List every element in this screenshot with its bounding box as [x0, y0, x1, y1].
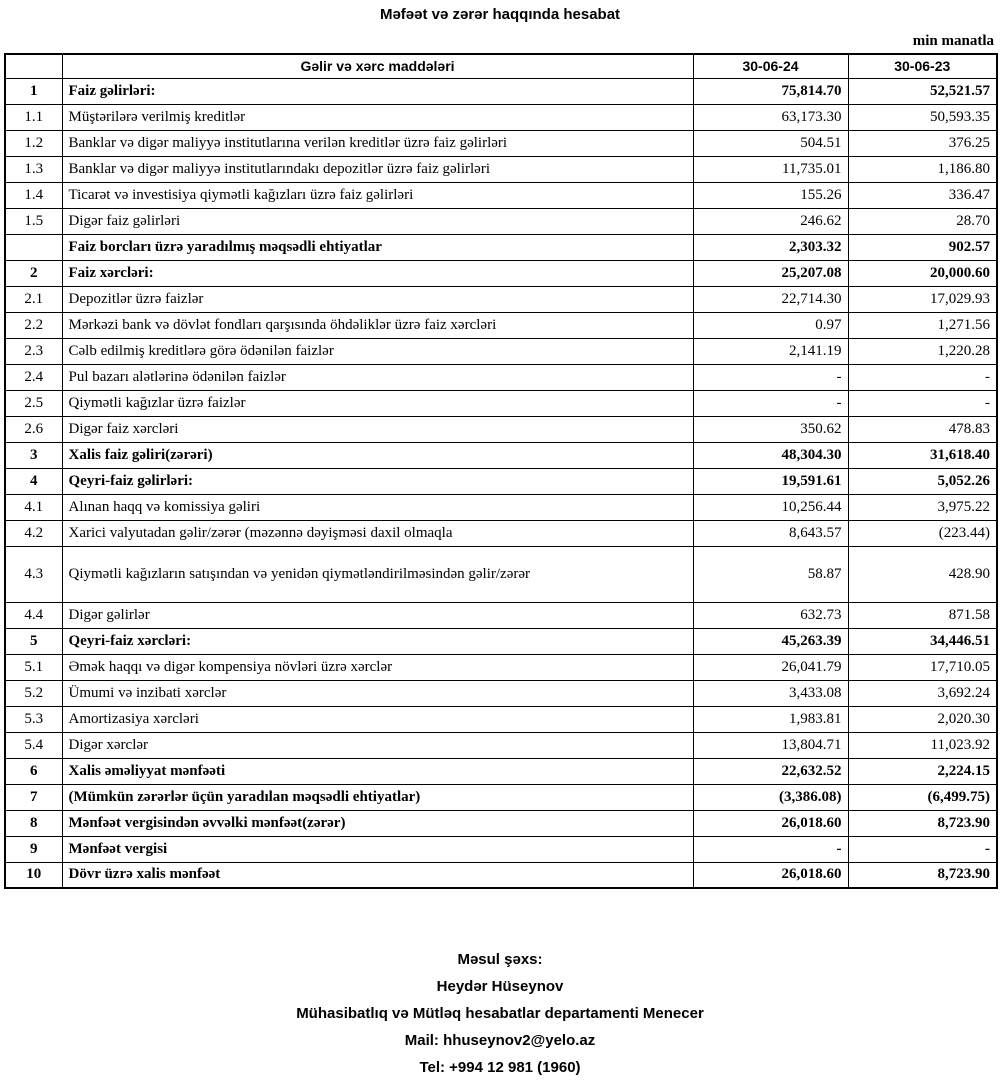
- row-label-cell: Qiymətli kağızlar üzrə faizlər: [62, 390, 693, 416]
- value-cell-30-06-24: 3,433.08: [693, 680, 848, 706]
- row-number-cell: 2.3: [5, 338, 62, 364]
- value-cell-30-06-23: 11,023.92: [848, 732, 997, 758]
- signature-line: Tel: +994 12 981 (1960): [419, 1059, 581, 1076]
- table-row: [5, 836, 997, 862]
- value-cell-30-06-24: 2,303.32: [693, 234, 848, 260]
- value-cell-30-06-23: (223.44): [848, 520, 997, 546]
- value-cell-30-06-23: -: [848, 390, 997, 416]
- value-cell-30-06-23: 8,723.90: [848, 862, 997, 888]
- value-cell-30-06-24: 26,018.60: [693, 862, 848, 888]
- row-label-cell: Faiz gəlirləri:: [62, 78, 693, 104]
- row-label-cell: Digər faiz xərcləri: [62, 416, 693, 442]
- value-cell-30-06-24: 75,814.70: [693, 78, 848, 104]
- table-row: [5, 208, 997, 234]
- signature-line: Mühasibatlıq və Mütləq hesabatlar departamenti Menecer: [296, 1005, 704, 1022]
- value-cell-30-06-23: 902.57: [848, 234, 997, 260]
- row-number-cell: 1.4: [5, 182, 62, 208]
- value-cell-30-06-24: 11,735.01: [693, 156, 848, 182]
- value-cell-30-06-23: 8,723.90: [848, 810, 997, 836]
- row-number-cell: 3: [5, 442, 62, 468]
- row-number-cell: 5.4: [5, 732, 62, 758]
- row-label-cell: Depozitlər üzrə faizlər: [62, 286, 693, 312]
- row-number-cell: 4.3: [5, 546, 62, 602]
- value-cell-30-06-24: 25,207.08: [693, 260, 848, 286]
- row-number-cell: 1.1: [5, 104, 62, 130]
- row-label-cell: Qiymətli kağızların satışından və yenidən qiymətləndirilməsindən gəlir/zərər: [62, 546, 693, 602]
- row-label-cell: Digər faiz gəlirləri: [62, 208, 693, 234]
- row-number-cell: 2.6: [5, 416, 62, 442]
- row-label-cell: Faiz xərcləri:: [62, 260, 693, 286]
- row-label-cell: (Mümkün zərərlər üçün yaradılan məqsədli ehtiyatlar): [62, 784, 693, 810]
- row-label-cell: Alınan haqq və komissiya gəliri: [62, 494, 693, 520]
- row-label-cell: Faiz borcları üzrə yaradılmış məqsədli ehtiyatlar: [62, 234, 693, 260]
- row-number-cell: 1.5: [5, 208, 62, 234]
- value-cell-30-06-24: 26,041.79: [693, 654, 848, 680]
- row-label-cell: Xalis faiz gəliri(zərəri): [62, 442, 693, 468]
- value-cell-30-06-24: 350.62: [693, 416, 848, 442]
- table-row: [5, 468, 997, 494]
- row-number-cell: 2.1: [5, 286, 62, 312]
- row-label-cell: Banklar və digər maliyyə institutlarına verilən kreditlər üzrə faiz gəlirləri: [62, 130, 693, 156]
- value-cell-30-06-23: 2,224.15: [848, 758, 997, 784]
- row-number-cell: 4: [5, 468, 62, 494]
- table-row: [5, 546, 997, 602]
- row-number-cell: 4.1: [5, 494, 62, 520]
- table-header-row: [5, 54, 997, 78]
- row-number-cell: 1.2: [5, 130, 62, 156]
- value-cell-30-06-23: 1,220.28: [848, 338, 997, 364]
- value-cell-30-06-24: 22,714.30: [693, 286, 848, 312]
- row-label-cell: Xalis əməliyyat mənfəəti: [62, 758, 693, 784]
- value-cell-30-06-23: 336.47: [848, 182, 997, 208]
- table-row: [5, 182, 997, 208]
- table-row: [5, 260, 997, 286]
- page-title: Məfəət və zərər haqqında hesabat: [379, 6, 621, 23]
- row-label-cell: Digər xərclər: [62, 732, 693, 758]
- table-row: [5, 680, 997, 706]
- table-row: [5, 784, 997, 810]
- value-cell-30-06-23: 20,000.60: [848, 260, 997, 286]
- table-row: [5, 364, 997, 390]
- row-label-cell: Qeyri-faiz xərcləri:: [62, 628, 693, 654]
- table-row: [5, 706, 997, 732]
- row-label-cell: Cəlb edilmiş kreditlərə görə ödənilən faizlər: [62, 338, 693, 364]
- table-body: [5, 78, 997, 888]
- signature-block: [4, 946, 996, 1081]
- table-row: [5, 442, 997, 468]
- value-cell-30-06-23: 376.25: [848, 130, 997, 156]
- value-cell-30-06-24: -: [693, 390, 848, 416]
- table-row: [5, 156, 997, 182]
- signature-line: Heydər Hüseynov: [436, 978, 564, 995]
- row-number-cell: 4.2: [5, 520, 62, 546]
- value-cell-30-06-23: -: [848, 364, 997, 390]
- value-cell-30-06-23: 28.70: [848, 208, 997, 234]
- row-number-cell: 1: [5, 78, 62, 104]
- table-row: [5, 104, 997, 130]
- value-cell-30-06-23: 478.83: [848, 416, 997, 442]
- table-row: [5, 732, 997, 758]
- header-label-cell: Gəlir və xərc maddələri: [62, 54, 693, 78]
- value-cell-30-06-24: 8,643.57: [693, 520, 848, 546]
- row-label-cell: Ticarət və investisiya qiymətli kağızları üzrə faiz gəlirləri: [62, 182, 693, 208]
- table-row: [5, 520, 997, 546]
- value-cell-30-06-24: 22,632.52: [693, 758, 848, 784]
- row-label-cell: Mərkəzi bank və dövlət fondları qarşısında öhdəliklər üzrə faiz xərcləri: [62, 312, 693, 338]
- value-cell-30-06-23: 3,692.24: [848, 680, 997, 706]
- table-row: [5, 234, 997, 260]
- row-number-cell: [5, 234, 62, 260]
- value-cell-30-06-23: 1,186.80: [848, 156, 997, 182]
- value-cell-30-06-23: 428.90: [848, 546, 997, 602]
- row-number-cell: 2: [5, 260, 62, 286]
- table-row: [5, 494, 997, 520]
- row-label-cell: Mənfəət vergisi: [62, 836, 693, 862]
- value-cell-30-06-24: 19,591.61: [693, 468, 848, 494]
- row-label-cell: Xarici valyutadan gəlir/zərər (məzənnə dəyişməsi daxil olmaqla: [62, 520, 693, 546]
- value-cell-30-06-24: -: [693, 836, 848, 862]
- value-cell-30-06-24: 2,141.19: [693, 338, 848, 364]
- value-cell-30-06-23: 5,052.26: [848, 468, 997, 494]
- signature-line: Mail: hhuseynov2@yelo.az: [404, 1032, 596, 1049]
- value-cell-30-06-24: 45,263.39: [693, 628, 848, 654]
- row-number-cell: 5: [5, 628, 62, 654]
- value-cell-30-06-23: 2,020.30: [848, 706, 997, 732]
- row-number-cell: 2.5: [5, 390, 62, 416]
- value-cell-30-06-24: 63,173.30: [693, 104, 848, 130]
- value-cell-30-06-23: 17,029.93: [848, 286, 997, 312]
- value-cell-30-06-24: 58.87: [693, 546, 848, 602]
- row-label-cell: Pul bazarı alətlərinə ödənilən faizlər: [62, 364, 693, 390]
- value-cell-30-06-23: 3,975.22: [848, 494, 997, 520]
- header-col-30-06-24: 30-06-24: [693, 54, 848, 78]
- row-label-cell: Ümumi və inzibati xərclər: [62, 680, 693, 706]
- row-number-cell: 5.1: [5, 654, 62, 680]
- value-cell-30-06-24: (3,386.08): [693, 784, 848, 810]
- table-row: [5, 654, 997, 680]
- row-number-cell: 4.4: [5, 602, 62, 628]
- value-cell-30-06-24: 26,018.60: [693, 810, 848, 836]
- value-cell-30-06-23: 871.58: [848, 602, 997, 628]
- income-statement-table: [4, 53, 998, 889]
- row-label-cell: Amortizasiya xərcləri: [62, 706, 693, 732]
- row-number-cell: 5.2: [5, 680, 62, 706]
- row-label-cell: Digər gəlirlər: [62, 602, 693, 628]
- value-cell-30-06-24: 48,304.30: [693, 442, 848, 468]
- value-cell-30-06-23: 1,271.56: [848, 312, 997, 338]
- value-cell-30-06-24: -: [693, 364, 848, 390]
- row-label-cell: Qeyri-faiz gəlirləri:: [62, 468, 693, 494]
- value-cell-30-06-24: 0.97: [693, 312, 848, 338]
- row-number-cell: 1.3: [5, 156, 62, 182]
- unit-note: min manatla: [912, 33, 994, 49]
- row-number-cell: 2.4: [5, 364, 62, 390]
- table-row: [5, 312, 997, 338]
- row-label-cell: Müştərilərə verilmiş kreditlər: [62, 104, 693, 130]
- value-cell-30-06-23: 31,618.40: [848, 442, 997, 468]
- header-col-30-06-23: 30-06-23: [848, 54, 997, 78]
- row-number-cell: 9: [5, 836, 62, 862]
- value-cell-30-06-24: 155.26: [693, 182, 848, 208]
- table-row: [5, 810, 997, 836]
- table-row: [5, 628, 997, 654]
- header-num-cell: [5, 54, 62, 78]
- table-row: [5, 286, 997, 312]
- table-row: [5, 338, 997, 364]
- value-cell-30-06-24: 10,256.44: [693, 494, 848, 520]
- row-number-cell: 6: [5, 758, 62, 784]
- table-row: [5, 758, 997, 784]
- value-cell-30-06-24: 246.62: [693, 208, 848, 234]
- table-row: [5, 416, 997, 442]
- table-row: [5, 862, 997, 888]
- table-row: [5, 602, 997, 628]
- row-label-cell: Mənfəət vergisindən əvvəlki mənfəət(zərər): [62, 810, 693, 836]
- table-row: [5, 78, 997, 104]
- value-cell-30-06-23: (6,499.75): [848, 784, 997, 810]
- value-cell-30-06-23: -: [848, 836, 997, 862]
- row-number-cell: 2.2: [5, 312, 62, 338]
- row-label-cell: Əmək haqqı və digər kompensiya növləri üzrə xərclər: [62, 654, 693, 680]
- value-cell-30-06-23: 34,446.51: [848, 628, 997, 654]
- row-number-cell: 10: [5, 862, 62, 888]
- value-cell-30-06-24: 13,804.71: [693, 732, 848, 758]
- row-label-cell: Banklar və digər maliyyə institutlarındakı depozitlər üzrə faiz gəlirləri: [62, 156, 693, 182]
- row-number-cell: 7: [5, 784, 62, 810]
- value-cell-30-06-23: 52,521.57: [848, 78, 997, 104]
- value-cell-30-06-24: 1,983.81: [693, 706, 848, 732]
- row-label-cell: Dövr üzrə xalis mənfəət: [62, 862, 693, 888]
- row-number-cell: 8: [5, 810, 62, 836]
- value-cell-30-06-23: 17,710.05: [848, 654, 997, 680]
- value-cell-30-06-24: 504.51: [693, 130, 848, 156]
- table-row: [5, 390, 997, 416]
- value-cell-30-06-24: 632.73: [693, 602, 848, 628]
- row-number-cell: 5.3: [5, 706, 62, 732]
- value-cell-30-06-23: 50,593.35: [848, 104, 997, 130]
- table-row: [5, 130, 997, 156]
- signature-line: Məsul şəxs:: [457, 951, 543, 968]
